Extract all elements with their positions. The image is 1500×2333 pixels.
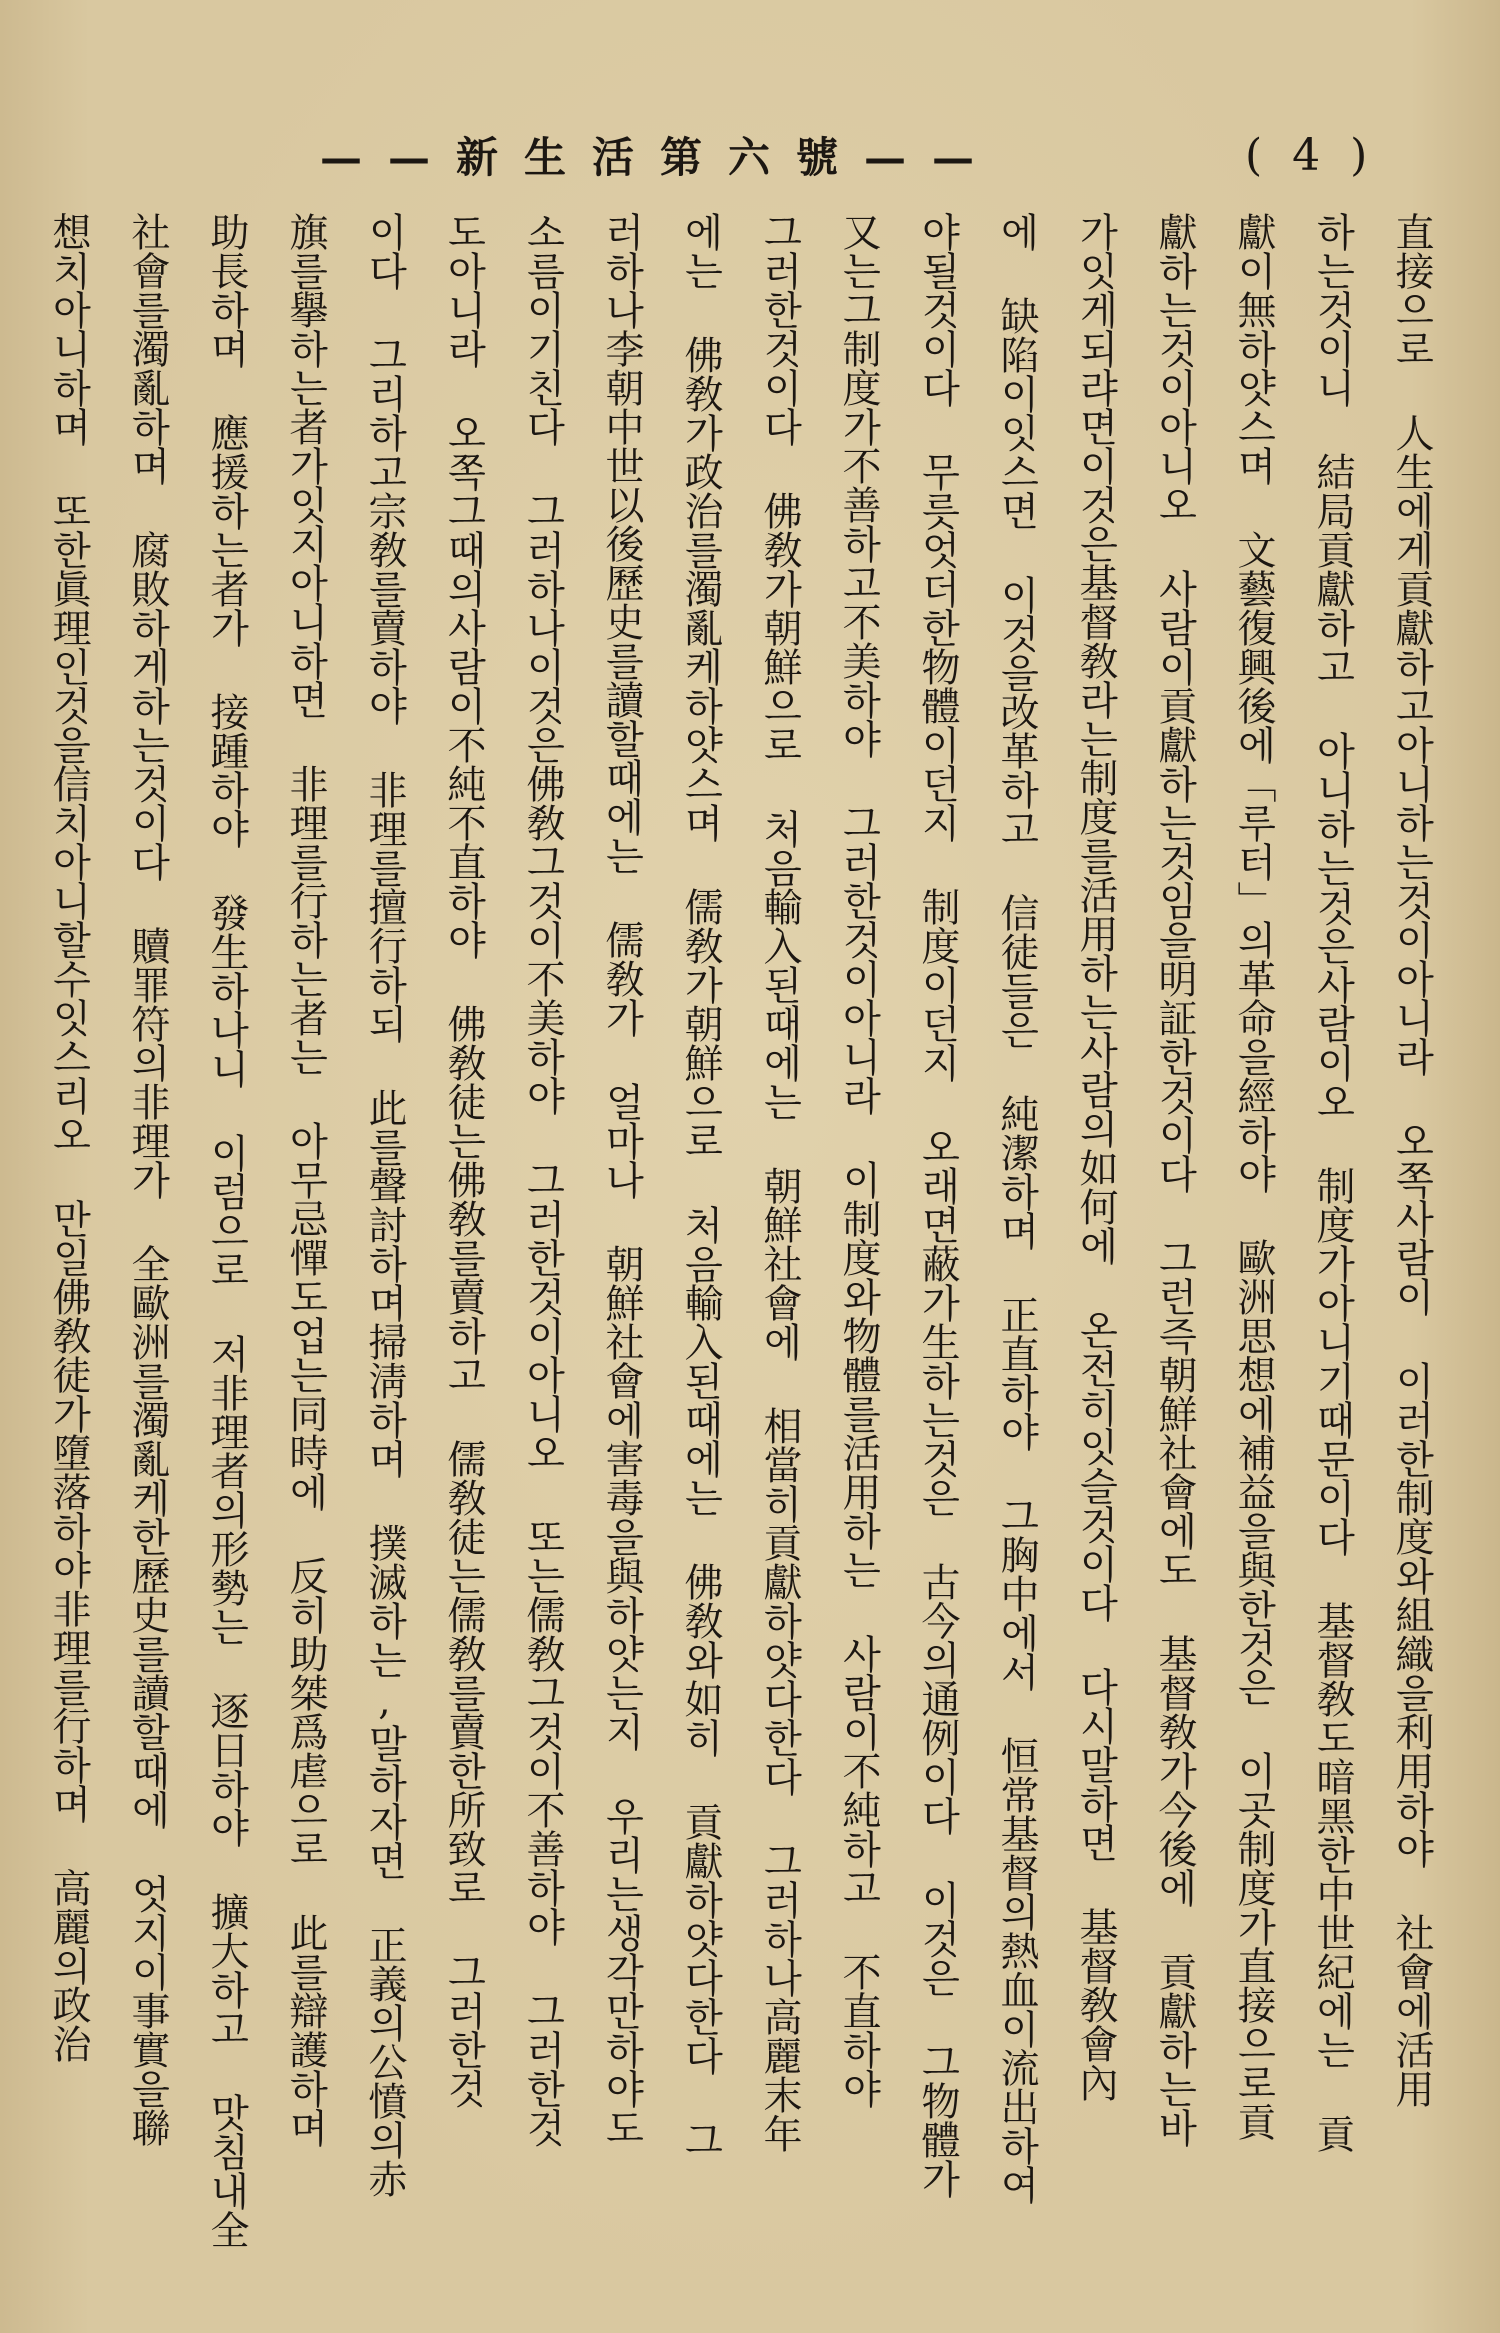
text-column-12: 소름이기친다 그러하나이것은佛敎그것이不美하야 그러한것이아니오 또는儒敎그것이不善하야 그러한것 xyxy=(520,212,565,2147)
body-text xyxy=(20,212,1445,2292)
text-column-7: 야될것이다 무릇엇더한物體이던지 制度이던지 오래면蔽가生하는것은 古今의通例이다 이것은 그物體가 xyxy=(915,212,960,2198)
text-column-3: 獻이無하얏스며 文藝復興後에「루터」의革命을經하야 歐洲思想에補益을與한것은 이곳制度가直接으로貢 xyxy=(1231,212,1276,2141)
page-number: ( 4 ) xyxy=(1245,130,1376,181)
running-title: ——新生活第六號—— xyxy=(320,133,1001,182)
text-column-6: 에 缺陷이잇스면 이것을改革하고 信徒들은 純潔하며 正直하야 그胸中에서 恒常基督의熱血이流出하여 xyxy=(994,212,1039,2204)
text-column-15: 旗를擧하는者가잇지아니하면 非理를行하는者는 아무忌憚도업는同時에 反히助桀爲虐으로 此를辯護하며 xyxy=(283,212,328,2147)
text-column-2: 하는것이니 結局貢獻하고 아니하는것은사람이오 制度가아니기때문이다 基督敎도暗黑한中世紀에는 貢 xyxy=(1310,212,1355,2153)
text-column-8: 又는그制度가不善하고不美하야 그러한것이아니라 이制度와物體를活用하는 사람이不純하고 不直하야 xyxy=(836,212,881,2108)
text-column-16: 助長하며 應援하는者가 接踵하야 發生하나니 이럼으로 저非理者의形勢는 逐日하야 擴大하고 맛침내全 xyxy=(204,212,249,2249)
text-column-4: 獻하는것이아니오 사람이貢獻하는것임을明証한것이다 그런즉朝鮮社會에도 基督敎가今後에 貢獻하는바 xyxy=(1152,212,1197,2147)
text-column-10: 에는 佛敎가政治를濁亂케하얏스며 儒敎가朝鮮으로 처음輸入된때에는 佛敎와如히 貢獻하얏다한다 그 xyxy=(678,212,723,2159)
text-column-5: 가잇게되랴면이것은基督敎라는制度를活用하는사람의如何에 온전히잇슬것이다 다시말하면 基督敎會內 xyxy=(1073,212,1118,2102)
text-column-13: 도아니라 오쪽그때의사람이不純不直하야 佛敎徒는佛敎를賣하고 儒敎徒는儒敎를賣한所致로 그러한것 xyxy=(441,212,486,2108)
text-column-9: 그러한것이다 佛敎가朝鮮으로 처음輸入된때에는 朝鮮社會에 相當히貢獻하얏다한다 그러하나高麗末年 xyxy=(757,212,802,2153)
text-column-17: 社會를濁亂하며 腐敗하게하는것이다 贖罪符의非理가 全歐洲를濁亂케한歷史를讀할때에 엇지이事實을聯 xyxy=(125,212,170,2147)
text-column-11: 러하나李朝中世以後歷史를讀할때에는 儒敎가 얼마나 朝鮮社會에害毒을與하얏는지 우리는생각만하야도 xyxy=(599,212,644,2147)
text-column-14: 이다 그리하고宗敎를賣하야 非理를擅行하되 此를聲討하며掃淸하며 撲滅하는,말하자면 正義의公憤의赤 xyxy=(362,212,407,2198)
text-column-1: 直接으로 人生에게貢獻하고아니하는것이아니라 오쪽사람이 이러한制度와組織을利用하야 社會에活用 xyxy=(1389,212,1434,2108)
text-column-18: 想치아니하며 또한眞理인것을信치아니할수잇스리오 만일佛敎徒가墮落하야非理를行하며 高麗의政治 xyxy=(46,212,91,2063)
